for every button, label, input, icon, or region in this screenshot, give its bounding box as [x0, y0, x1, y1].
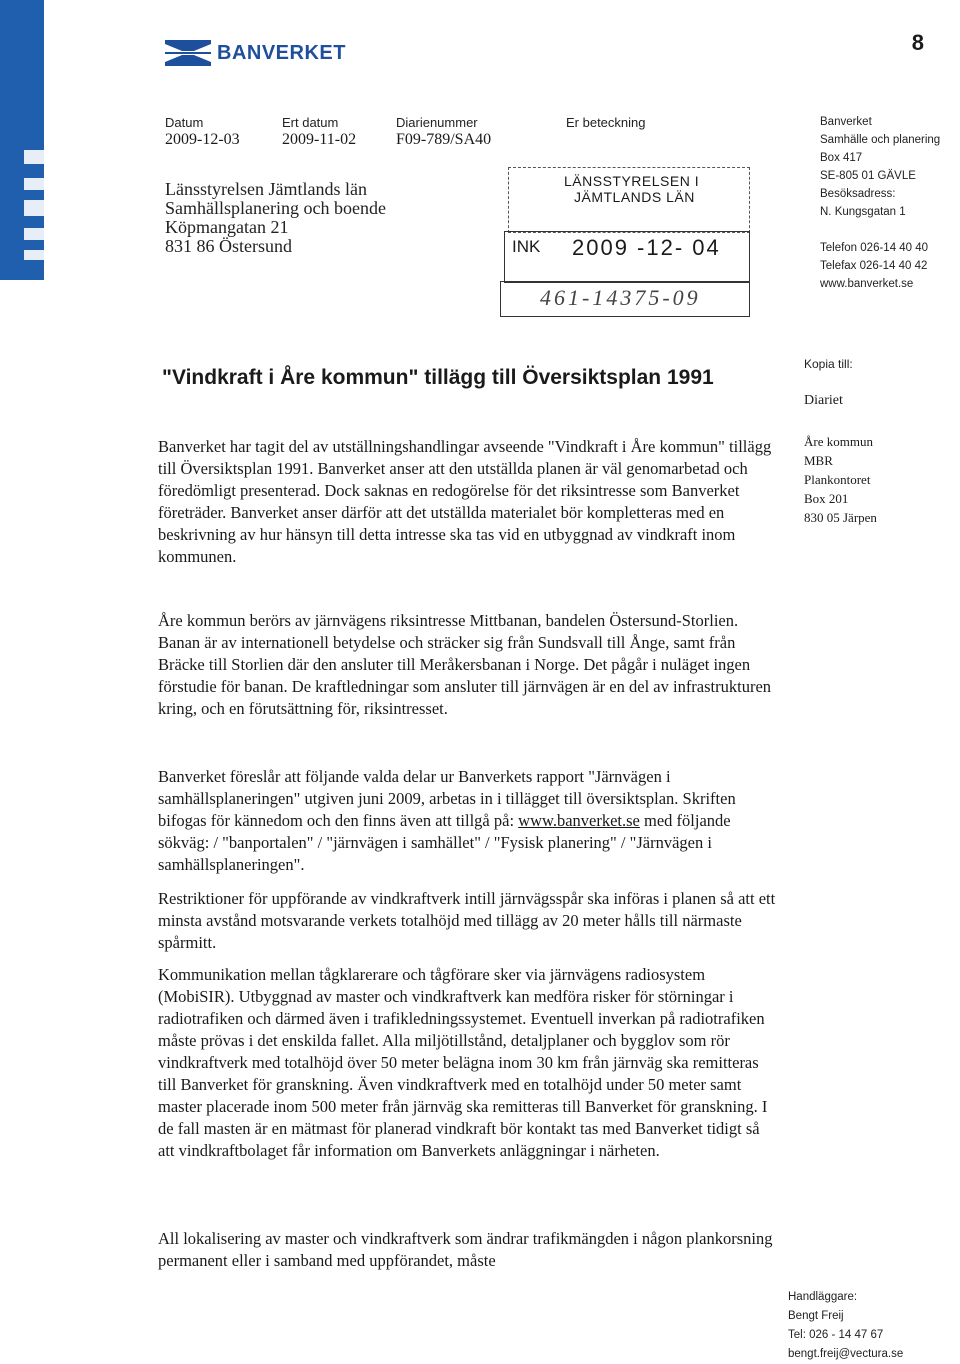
bar-block	[24, 178, 44, 190]
bar-block	[24, 250, 44, 260]
handler-label: Handläggare:	[788, 1291, 858, 1303]
body-paragraph-2: Åre kommun berörs av järnvägens riksintresse Mittbanan, bandelen Östersund-Storlien. Banan är av internationell betydelse och sträcker sig från Sundsvall till Ånge, samt från Bräcke till Storlien där den ansluter till Meråkersbanan i Norge. Det pågår i nuläget ingen förstudie för banan. De kraftledningar som ansluter till järnvägen är en del av infrastrukturen kring, och en förutsättning för, riksintresset.	[158, 611, 772, 718]
banverket-emblem-icon	[165, 40, 211, 66]
sender-line: Besöksadress:	[820, 188, 896, 200]
copy-label: Kopia till:	[804, 357, 853, 371]
banverket-link[interactable]: www.banverket.se	[518, 811, 640, 830]
sender-line: Telefon 026-14 40 40	[820, 242, 929, 254]
stamp-ink: INK	[512, 237, 541, 256]
bar-block	[24, 228, 44, 240]
recipient-line: Samhällsplanering och boende	[165, 198, 386, 218]
copy-line: Plankontoret	[804, 472, 871, 487]
copy-line: Åre kommun	[804, 434, 873, 449]
ert-datum-label: Ert datum	[282, 115, 339, 130]
recipient-line: Köpmangatan 21	[165, 217, 289, 237]
stamp-date: 2009 -12- 04	[572, 235, 721, 260]
body-paragraph-3: Banverket föreslår att följande valda delar ur Banverkets rapport "Järnvägen i samhällsplaneringen" utgiven juni 2009, arbetas in i tillägget till översiktsplan. Skriften bifogas för kännedom och den finns även att tillgå på: www.banverket.se med följande sökväg: / "banportalen" / "järnvägen i samhället" / "Fysisk planering" / "Järnvägen i samhällsplaneringen".	[158, 767, 736, 874]
copy-line: MBR	[804, 453, 833, 468]
sender-line: Box 417	[820, 152, 863, 164]
diarienummer-label: Diarienummer	[396, 115, 478, 130]
diarienummer-value: F09-789/SA40	[396, 131, 492, 148]
handler-phone: Tel: 026 - 14 47 67	[788, 1329, 884, 1341]
copy-recipients	[804, 432, 944, 527]
body-paragraph-6: All lokalisering av master och vindkraftverk som ändrar trafikmängden i någon plankorsning permanent eller i samband med uppförandet, måste	[158, 1229, 773, 1270]
document-title: "Vindkraft i Åre kommun" tillägg till Översiktsplan 1991	[162, 366, 714, 389]
recipient-address	[165, 180, 386, 256]
body-paragraph-4: Restriktioner för uppförande av vindkraftverk intill järnvägsspår ska införas i planen så att ett minsta avstånd motsvarande verkets totalhöjd med tillägg av 20 meter hålls till närmaste spårmitt.	[158, 889, 776, 952]
stamp-handwritten-number: 461-14375-09	[540, 285, 701, 310]
stamp-line-1: LÄNSSTYRELSEN I	[564, 173, 700, 189]
sender-line: N. Kungsgatan 1	[820, 206, 906, 218]
sender-website: www.banverket.se	[820, 278, 914, 290]
stamp-line-2: JÄMTLANDS LÄN	[574, 189, 695, 205]
date-value: 2009-12-03	[165, 131, 240, 148]
handler-info	[788, 1288, 903, 1364]
copy-line: Box 201	[804, 491, 849, 506]
er-beteckning-label: Er beteckning	[566, 115, 646, 130]
sender-line: Telefax 026-14 40 42	[820, 260, 928, 272]
bar-block	[24, 150, 44, 164]
ert-datum-value: 2009-11-02	[282, 131, 357, 148]
copy-line: 830 05 Järpen	[804, 510, 877, 525]
body-paragraph-5: Kommunikation mellan tågklarerare och tågförare sker via järnvägens radiosystem (MobiSIR). Utbyggnad av master och vindkraftverk kan medföra risker för störningar i radiotrafiken och därmed även i trafikledningssystemet. Eventuell inverkan på radiotrafiken måste prövas i det enskilda fallet. Alla miljötillstånd, detaljplaner och bygglov som rör vindkraftverk med totalhöjd över 50 meter belägna inom 30 km från järnväg ska remitteras till Banverket för granskning. Även vindkraftverk med en totalhöjd under 50 meter samt master placerade inom 500 meter från järnväg ska remitteras till Banverket för granskning. I de fall masten är en mätmast för planerad vindkraft bör kontakt tas med Banverket tidigt så att vindkraftbolaget får information om Banverkets anläggningar i närheten.	[158, 965, 768, 1160]
copy-diariet: Diariet	[804, 393, 843, 408]
recipient-line: 831 86 Östersund	[165, 236, 292, 256]
sender-line: Banverket	[820, 116, 872, 128]
received-stamp	[500, 167, 750, 317]
recipient-line: Länsstyrelsen Jämtlands län	[165, 179, 367, 199]
handler-name: Bengt Freij	[788, 1310, 844, 1322]
bar-block	[24, 200, 44, 216]
handler-email: bengt.freij@vectura.se	[788, 1348, 904, 1360]
sender-line: SE-805 01 GÄVLE	[820, 170, 916, 182]
logo-text: BANVERKET	[217, 41, 346, 64]
body-paragraph-1: Banverket har tagit del av utställningshandlingar avseende "Vindkraft i Åre kommun" tillägg till Översiktsplan 1991. Banverket anser att den utställda planen är väl genomarbetad och föredömligt presenterad. Dock saknas en redogörelse för det riksintresse som Banverket företräder. Banverket anser därför att det utställda materialet bör kompletteras med en beskrivning av hur hänsyn till detta intresse ska tas vid en utbyggnad av vindkraft inom kommunen.	[158, 437, 772, 566]
date-label: Datum	[165, 115, 204, 130]
sender-info	[820, 113, 940, 293]
page-number: 8	[911, 30, 924, 55]
side-color-bar	[0, 0, 44, 280]
banverket-logo	[165, 40, 346, 66]
sender-line: Samhälle och planering	[820, 134, 941, 146]
